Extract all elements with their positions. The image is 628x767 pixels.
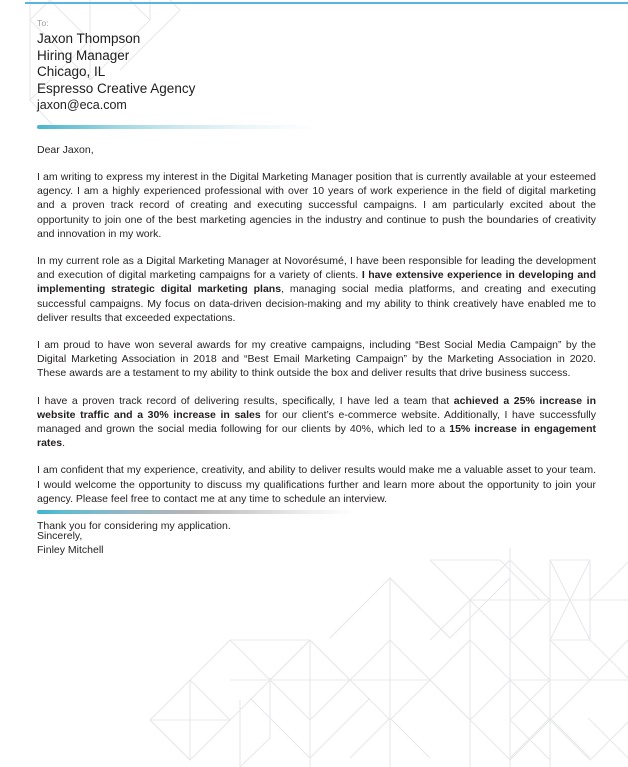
paragraph-4 xyxy=(37,394,596,451)
paragraph-6: Thank you for considering my application. xyxy=(37,520,231,533)
paragraph-2-text-2: , managing social media platforms, and creating and executing successful campaigns. My focus on data-driven decision-making and my ability to think creatively have enabled me to deliver results that exceeded expectations. xyxy=(37,283,596,324)
salutation: Dear Jaxon, xyxy=(37,144,94,156)
paragraph-5: I am confident that my experience, creativity, and ability to deliver results would make me a valuable asset to your team. I would welcome the opportunity to discuss my qualifications further and learn more about the opportunity to join your agency. Please feel free to contact me at any time to schedule an interview. xyxy=(37,464,596,505)
paragraph-2 xyxy=(37,254,596,325)
recipient-name: Jaxon Thompson xyxy=(37,31,141,46)
signature-closing: Sincerely, xyxy=(37,530,83,542)
paragraph-4-text-1: I have a proven track record of delivering results, specifically, I have led a team that xyxy=(37,394,454,407)
signature-divider xyxy=(37,510,355,514)
header-divider xyxy=(37,125,315,129)
recipient-email: jaxon@eca.com xyxy=(37,98,127,113)
recipient-title: Hiring Manager xyxy=(37,47,130,63)
signature-block xyxy=(37,530,104,557)
paragraph-4-text-2: for our client’s e-commerce website. Additionally, I have successfully managed and grown the social media following for our clients by 40%, which led to a xyxy=(37,408,596,436)
paragraph-1: I am writing to express my interest in the Digital Marketing Manager position that is currently available at your esteemed agency. I am a highly experienced professional with over 10 years of work experience in the field of digital marketing and a proven track record of creating and executing successful campaigns. I am particularly excited about the opportunity to join one of the best marketing agencies in the industry and continue to push the boundaries of creativity and innovation in my work. xyxy=(37,171,596,240)
recipient-block xyxy=(37,17,397,114)
sender-name: Finley Mitchell xyxy=(37,543,104,556)
paragraph-3: I am proud to have won several awards for my creative campaigns, including “Best Social Media Campaign” by the Digital Marketing Association in 2018 and “Best Email Marketing Campaign” by the Marketing Association in 2020. These awards are a testament to my ability to think outside the box and deliver results that drive business success. xyxy=(37,339,596,380)
paragraph-4-text-3: . xyxy=(62,437,66,450)
letter-body xyxy=(37,143,596,533)
to-label: To: xyxy=(37,18,49,28)
paragraph-4-emphasis-1: achieved a 25% increase in website traffic and a 30% increase in sales xyxy=(37,394,596,421)
paragraph-2-text-1: In my current role as a Digital Marketing Manager at Novorésumé, I have been responsible for leading the development and execution of digital marketing campaigns for a variety of clients. xyxy=(37,255,596,282)
recipient-location: Chicago, IL xyxy=(37,64,106,80)
top-accent-rule xyxy=(25,2,628,4)
decorative-geometric-pattern-bottom xyxy=(0,548,628,767)
paragraph-4-emphasis-2: 15% increase in engagement rates xyxy=(37,423,596,450)
recipient-company: Espresso Creative Agency xyxy=(37,80,196,96)
paragraph-2-emphasis-1: I have extensive experience in developing and implementing strategic digital marketing plans xyxy=(37,269,596,296)
